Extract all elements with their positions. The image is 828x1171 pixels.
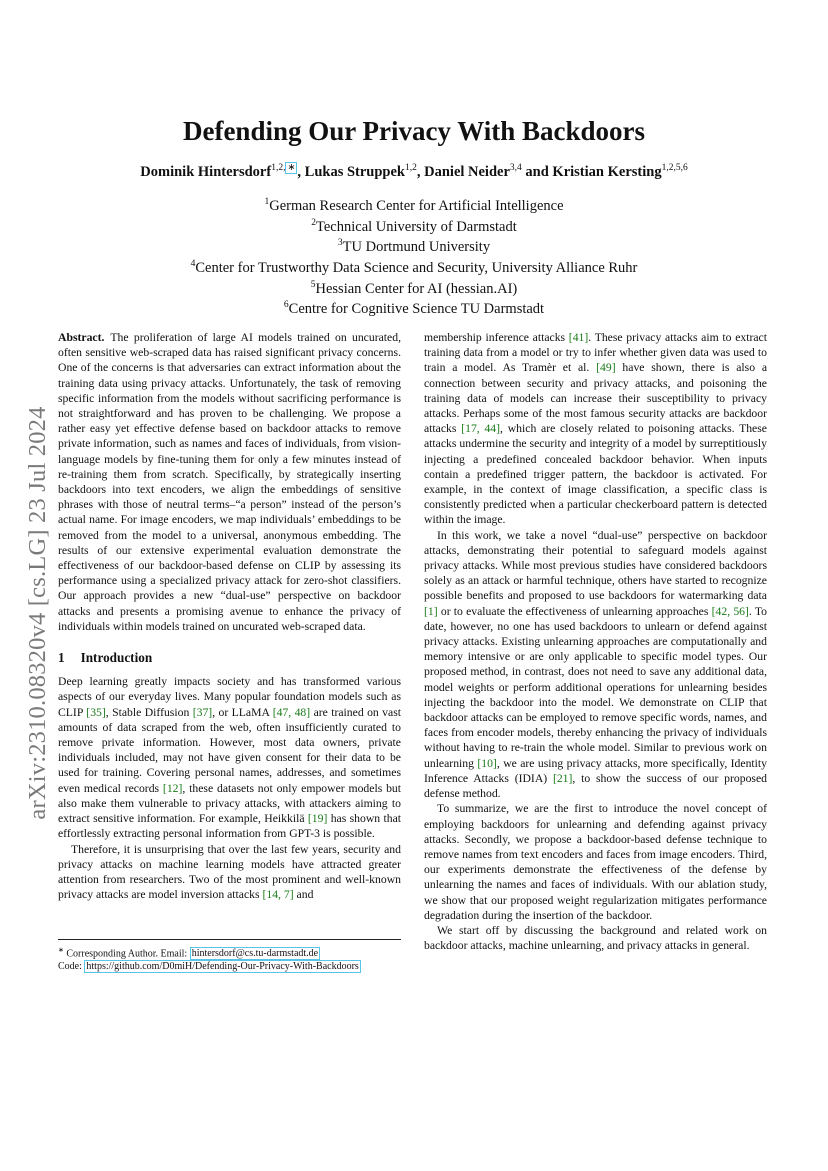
body-paragraph: Deep learning greatly impacts society and has transformed various aspects of our everyday lives. Many popular foundation models such as CLIP [35], Stable Diffusion [37], or LLaMA [47, 48] are trained on vast amounts of data scraped from the web, often insufficiently curated to remove private information. However, most data owners, private individuals included, may not have given consent for their data to be used for training. Covering personal names, addresses, and sometimes even medical records [12], these datasets not only empower models but also make them vulnerable to privacy attacks, with attackers aiming to extract sensitive information. For example, Heikkilä [19] has shown that effortlessly extracting personal information from GPT-3 is possible. <box>58 675 401 841</box>
author-name: Daniel Neider <box>424 163 510 180</box>
citation-link[interactable]: [41] <box>568 331 589 344</box>
author-affiliation-marks: 1,2, <box>271 163 286 173</box>
author-affiliation-marks: 1,2 <box>405 163 417 173</box>
citation-link[interactable]: [35] <box>86 705 106 719</box>
citation-link[interactable]: [10] <box>477 756 497 770</box>
arxiv-stamp <box>26 378 50 848</box>
footnote-mark: ∗ <box>58 946 64 954</box>
author-name: Lukas Struppek <box>304 163 405 180</box>
citation-link[interactable]: [47, 48] <box>272 705 311 719</box>
author-separator: , <box>297 163 305 180</box>
footnote-corresponding-label: Corresponding Author. Email: <box>63 948 190 960</box>
footnote-corresponding <box>58 944 401 961</box>
affiliation-line <box>0 297 828 318</box>
footnote-code-label: Code: <box>58 960 85 972</box>
abstract-label: Abstract. <box>58 331 105 344</box>
affiliation-name: Center for Trustworthy Data Science and Security, University Alliance Ruhr <box>195 259 638 276</box>
citation-link[interactable]: [12] <box>162 781 183 795</box>
citation-link[interactable]: [19] <box>307 812 328 826</box>
code-link[interactable]: https://github.com/D0miH/Defending-Our-Privacy-With-Backdoors <box>86 960 359 972</box>
affiliation-name: Centre for Cognitive Science TU Darmstadt <box>288 300 545 317</box>
paper-title: Defending Our Privacy With Backdoors <box>182 116 646 146</box>
affiliation-name: TU Dortmund University <box>342 239 491 256</box>
author-separator: and <box>521 163 553 180</box>
author-affiliation-marks: 3,4 <box>509 163 522 173</box>
left-body-text <box>58 674 401 902</box>
section-number: 1 <box>58 650 65 666</box>
affiliation-line <box>0 235 828 256</box>
affiliation-name: Hessian Center for AI (hessian.AI) <box>315 280 518 297</box>
author-affiliation-marks: 1,2,5,6 <box>661 163 688 173</box>
affiliation-number: 1 <box>264 197 270 207</box>
author-list <box>0 162 828 181</box>
citation-link[interactable]: [21] <box>552 771 573 785</box>
abstract-text: The proliferation of large AI models trained on uncurated, often sensitive web-scraped data has raised significant privacy concerns. One of the concerns is that adversaries can extract information about the training data using privacy attacks. Unfortunately, the task of removing specific information from the models without sacrificing performance is not straightforward and has proven to be challenging. We propose a rather easy yet effective defense based on backdoor attacks to remove private information, such as names and faces of individuals, from vision-language models by fine-tuning them for only a few minutes instead of re-training them from scratch. Specifically, by strategically inserting backdoors into text encoders, we align the embeddings of sensitive phrases with those of neutral terms–“a person” instead of the person’s actual name. For image encoders, we map individuals’ embeddings to be removed from the model to a universal, anonymous embedding. The results of our extensive experimental evaluation demonstrate the effectiveness of our backdoor-based defense on CLIP by assessing its performance using a specialized privacy attack for zero-shot classifiers. Our approach provides a new “dual-use” perspective on backdoor attacks and presents a promising avenue to enhance the privacy of individuals within models trained on uncurated web-scraped data. <box>58 331 401 633</box>
citation-link[interactable]: [1] <box>424 604 438 618</box>
affiliation-number: 3 <box>337 238 343 249</box>
body-paragraph: In this work, we take a novel “dual-use” perspective on backdoor attacks, demonstrating their potential to safeguard models against privacy attacks. While most previous studies have considered backdoors solely as an attack or harmful technique, others have started to recognize possible benefits and proposed to use backdoors for watermarking data [1] or to evaluate the effectiveness of unlearning approaches [42, 56]. To date, however, no one has used backdoors to unlearn or defend against privacy attacks. Existing unlearning approaches are computationally and memory intensive or are only applicable to specific model types. Our proposed method, in contrast, does not need to save any additional data, model weights or perform additional operations for unlearning besides injecting the backdoor into the model. We demonstrate on CLIP that backdoor attacks can be employed to remove specific words, names, and faces from encoder models, thereby enhancing the privacy of individuals without having to re-train the whole model. Similar to previous work on unlearning [10], we are using privacy attacks, more specifically, Identity Inference Attacks (IDIA) [21], to show the success of our proposed defense method. <box>424 528 767 801</box>
body-paragraph: We start off by discussing the background and related work on backdoor attacks, machine unlearning, and privacy attacks in general. <box>424 923 767 953</box>
footnote-code <box>58 961 401 974</box>
section-heading-introduction <box>58 650 401 665</box>
author-name: Dominik Hintersdorf <box>140 163 272 180</box>
affiliation-line <box>0 256 828 277</box>
affiliation-number: 4 <box>190 258 196 269</box>
arxiv-identifier: arXiv:2310.08320v4 [cs.LG] 23 Jul 2024 <box>24 406 51 820</box>
citation-link[interactable]: [37] <box>192 705 213 719</box>
right-body-text <box>424 330 767 953</box>
affiliation-name: German Research Center for Artificial Intelligence <box>269 197 564 214</box>
citation-link[interactable]: [49] <box>596 361 616 375</box>
affiliation-line <box>0 194 828 215</box>
affiliation-name: Technical University of Darmstadt <box>316 218 517 235</box>
affiliation-line <box>0 215 828 236</box>
affiliation-number: 5 <box>310 279 316 290</box>
right-column <box>424 330 767 953</box>
author-name: Kristian Kersting <box>552 163 662 180</box>
abstract <box>58 330 401 634</box>
email-link[interactable]: hintersdorf@cs.tu-darmstadt.de <box>191 948 319 960</box>
citation-link[interactable]: [14, 7] <box>262 888 294 902</box>
body-paragraph: To summarize, we are the first to introduce the novel concept of employing backdoors for unlearning and defending against privacy attacks. Secondly, we propose a backdoor-based defense technique to remove names from text encoders and faces from image encoders. Third, our experiments demonstrate the effectiveness of the defense by unlearning the names and faces of individuals. With our ablation study, we show that our proposed weight regularization mitigates performance degradation during the insertion of the backdoor. <box>424 802 767 922</box>
footnotes <box>58 939 401 973</box>
left-column <box>58 330 401 902</box>
body-paragraph: Therefore, it is unsurprising that over the last few years, security and privacy attacks on machine learning models have attracted greater attention from researchers. Two of the most prominent and well-known privacy attacks are model inversion attacks [14, 7] and <box>58 842 401 902</box>
section-title: Introduction <box>80 650 153 666</box>
corresponding-author-mark[interactable]: ∗ <box>287 163 296 173</box>
affiliation-number: 6 <box>283 300 289 311</box>
affiliation-list <box>0 194 828 318</box>
body-paragraph: membership inference attacks [41]. These privacy attacks aim to extract training data from a model or try to infer whether given data was used to train a model. As Tramèr et al. [49] have shown, there is also a connection between security and privacy attacks, and poisoning the training data of models can increase their susceptibility to privacy attacks. Perhaps some of the most famous security attacks are backdoor attacks [17, 44], which are closely related to poisoning attacks. These attacks undermine the security and integrity of a model by surreptitiously injecting a predefined concealed backdoor behavior. When inputs contain a predefined trigger pattern, the backdoor is activated. For example, in the context of image classification, a specific class is consistently predicted when a particular checkerboard pattern is detected within the image. <box>424 331 768 527</box>
citation-link[interactable]: [17, 44] <box>461 422 501 436</box>
affiliation-number: 2 <box>311 217 317 228</box>
affiliation-line <box>0 277 828 298</box>
author-separator: , <box>416 163 425 180</box>
citation-link[interactable]: [42, 56] <box>711 604 749 618</box>
